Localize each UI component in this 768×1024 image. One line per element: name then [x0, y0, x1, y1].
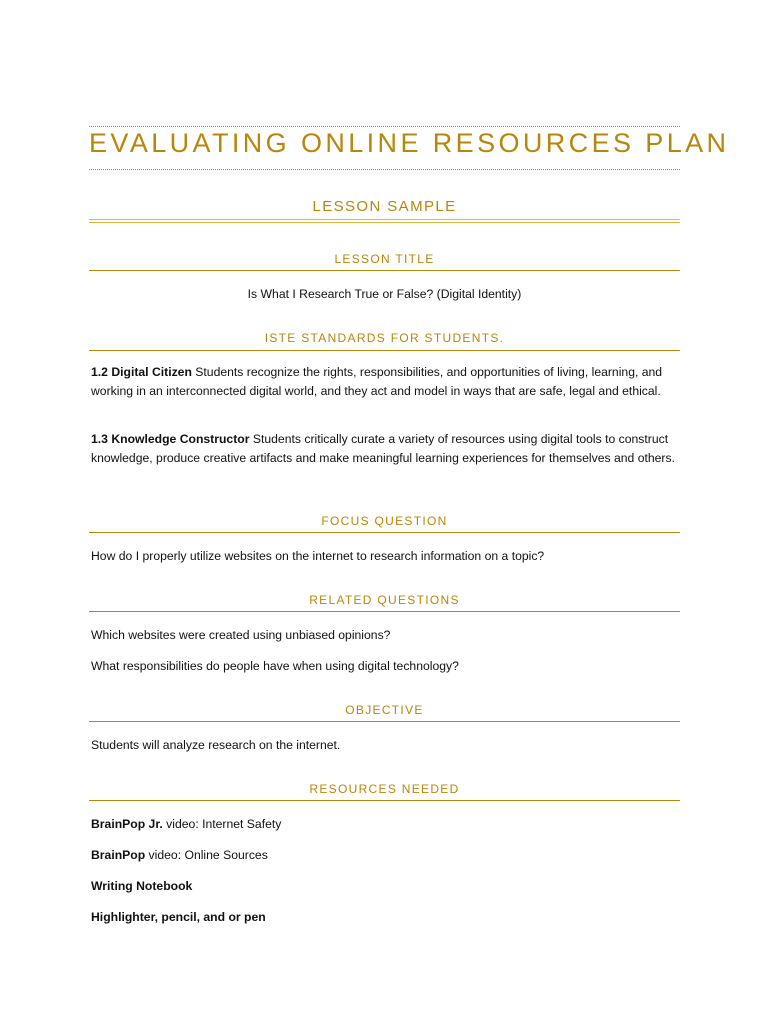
- focus-question-heading: FOCUS QUESTION: [321, 514, 448, 528]
- lesson-title-divider: [89, 270, 680, 271]
- title-top-divider: [89, 126, 680, 127]
- subtitle-double-divider: [89, 219, 680, 223]
- iste-standard-description: Students critically curate a variety of resources using digital tools to construct knowledge, produce creative artifacts and make meaningful learning experiences for themselves and others.: [91, 432, 675, 465]
- objective-divider: [89, 721, 680, 722]
- title-bottom-divider: [89, 169, 680, 170]
- focus-question-divider: [89, 532, 680, 533]
- resources-needed-divider: [89, 800, 680, 801]
- resource-label: Writing Notebook: [91, 879, 193, 893]
- related-question-item: What responsibilities do people have when using digital technology?: [91, 659, 459, 673]
- document-subtitle: LESSON SAMPLE: [312, 198, 457, 215]
- resource-description: video: Online Sources: [145, 848, 268, 862]
- focus-question-text: How do I properly utilize websites on the internet to research information on a topic?: [91, 549, 545, 563]
- iste-standard-item: [91, 430, 679, 467]
- related-question-item: Which websites were created using unbiased opinions?: [91, 628, 391, 642]
- iste-standards-divider: [89, 350, 680, 351]
- iste-standard-label: 1.2 Digital Citizen: [91, 365, 192, 379]
- lesson-title-heading: LESSON TITLE: [334, 252, 435, 266]
- resource-label: BrainPop Jr.: [91, 817, 163, 831]
- resource-item: [91, 815, 681, 833]
- resource-description: video: Internet Safety: [162, 817, 282, 831]
- document-title: EVALUATING ONLINE RESOURCES PLAN: [89, 128, 730, 158]
- resource-label: Highlighter, pencil, and or pen: [91, 910, 266, 924]
- resources-needed-heading: RESOURCES NEEDED: [309, 782, 460, 796]
- objective-text: Students will analyze research on the internet.: [91, 738, 341, 752]
- iste-standard-label: 1.3 Knowledge Constructor: [91, 432, 250, 446]
- lesson-title-text: Is What I Research True or False? (Digital Identity): [247, 287, 522, 301]
- iste-standards-heading: ISTE STANDARDS FOR STUDENTS.: [264, 331, 505, 345]
- resource-item: [91, 877, 681, 895]
- resource-item: [91, 846, 681, 864]
- related-questions-divider: [89, 611, 680, 612]
- resource-item: [91, 908, 681, 926]
- resource-label: BrainPop: [91, 848, 146, 862]
- related-questions-heading: RELATED QUESTIONS: [309, 593, 460, 607]
- iste-standard-item: [91, 363, 679, 400]
- objective-heading: OBJECTIVE: [345, 703, 424, 717]
- iste-standard-description: Students recognize the rights, responsibilities, and opportunities of living, learning, and working in an interconnected digital world, and they act and model in ways that are safe, legal and ethical.: [91, 365, 663, 398]
